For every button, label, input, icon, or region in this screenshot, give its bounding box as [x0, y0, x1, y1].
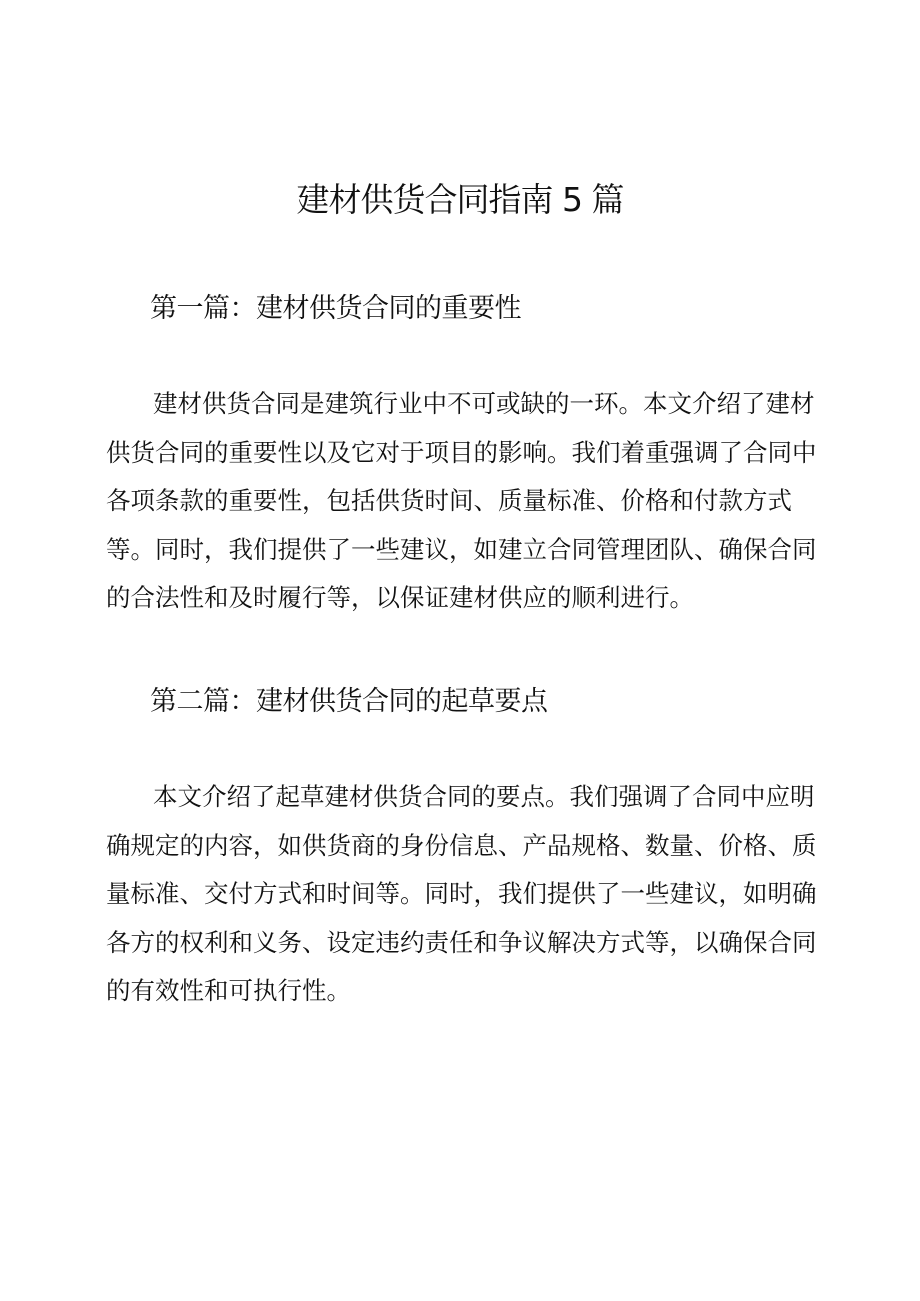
section-heading-1: 第一篇：建材供货合同的重要性 [150, 293, 521, 324]
document-title: 建材供货合同指南 5 篇 [296, 180, 624, 219]
section-body-2: 本文介绍了起草建材供货合同的要点。我们强调了合同中应明确规定的内容，如供货商的身份信息、产品规格、数量、价格、质量标准、交付方式和时间等。同时，我们提供了一些建议，如明确各方的权利和义务、设定违约责任和争议解决方式等，以确保合同的有效性和可执行性。 [106, 782, 817, 1005]
section-body-1: 建材供货合同是建筑行业中不可或缺的一环。本文介绍了建材供货合同的重要性以及它对于项目的影响。我们着重强调了合同中各项条款的重要性，包括供货时间、质量标准、价格和付款方式等。同时，我们提供了一些建议，如建立合同管理团队、确保合同的合法性和及时履行等，以保证建材供应的顺利进行。 [106, 389, 817, 612]
section-heading-2: 第二篇：建材供货合同的起草要点 [150, 686, 548, 717]
